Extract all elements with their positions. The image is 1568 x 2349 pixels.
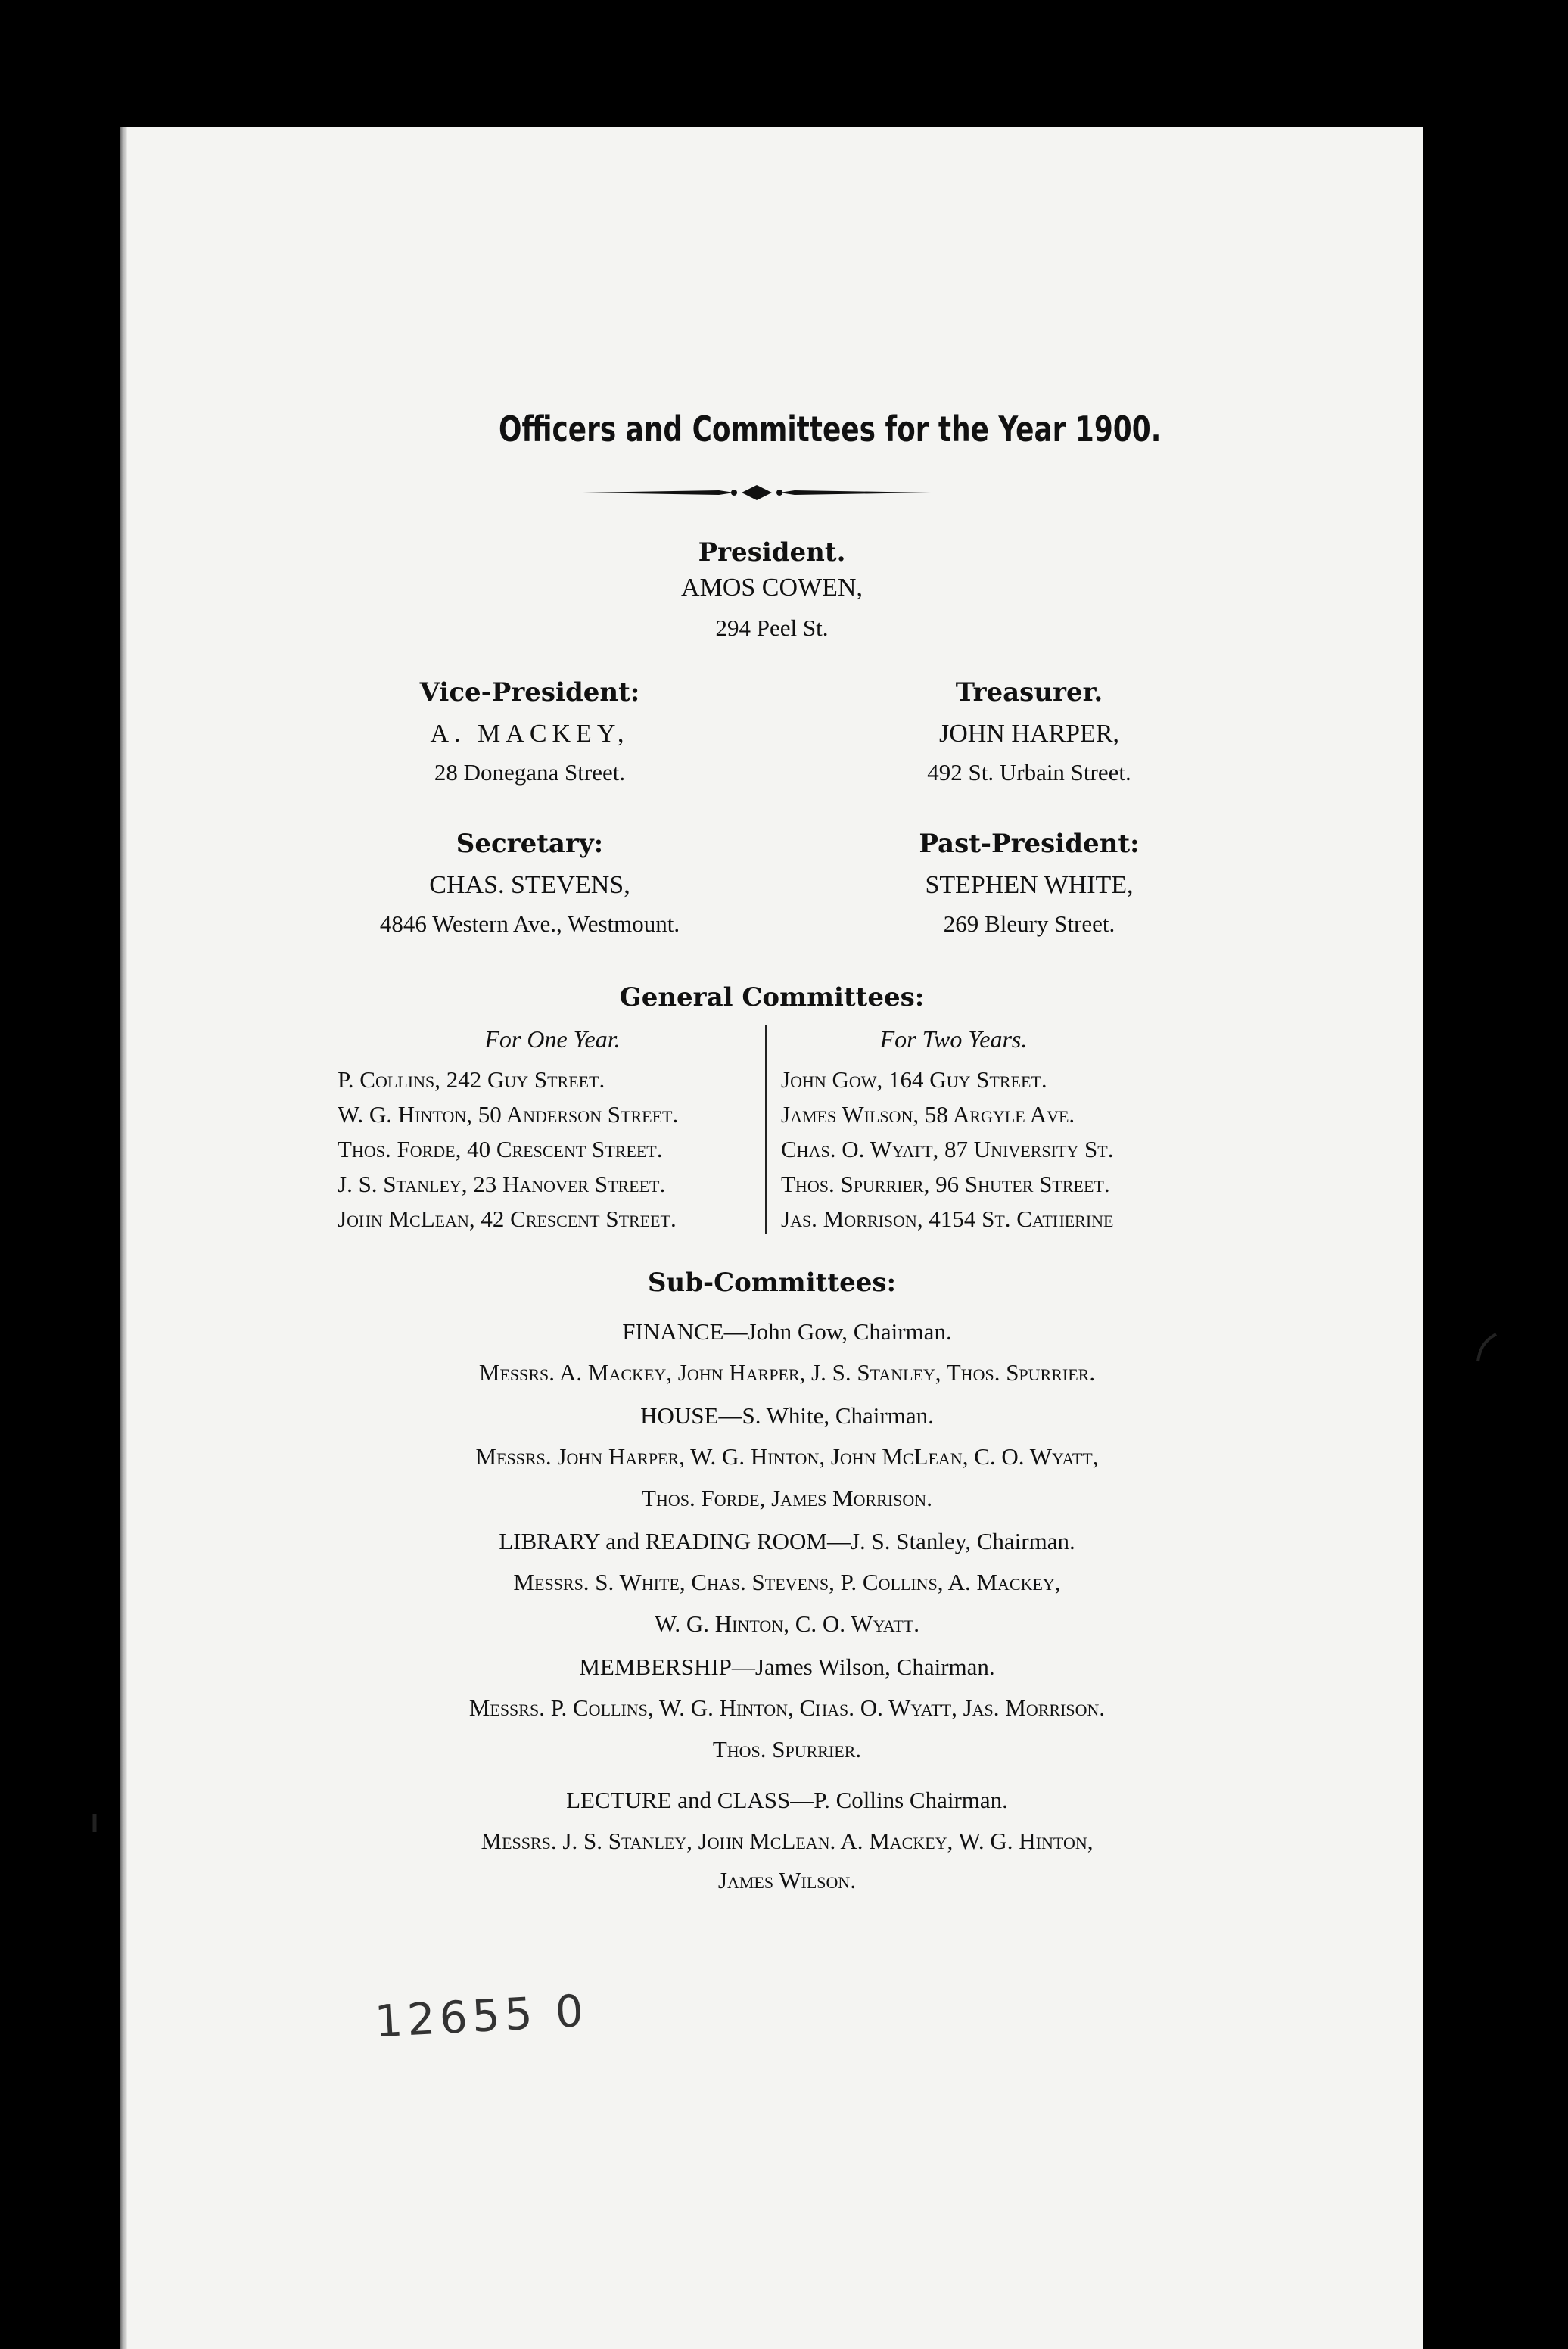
vice-president-name: A. MACKEY,: [430, 720, 630, 748]
list-item: Jas. Morrison, 4154 St. Catherine: [781, 1206, 1114, 1232]
sub-committees-list: [318, 1313, 1256, 1900]
one-year-members-list: [338, 1062, 758, 1237]
committee-column-divider: [765, 1025, 767, 1234]
list-item: W. G. Hinton, 50 Anderson Street.: [338, 1101, 679, 1128]
list-item: Thos. Forde, 40 Crescent Street.: [338, 1136, 663, 1162]
past-president-block: [855, 829, 1203, 938]
membership-members-line-1: Messrs. P. Collins, W. G. Hinton, Chas. O. Wyatt, Jas. Morrison.: [468, 1694, 1106, 1721]
two-years-members-list: [781, 1062, 1201, 1237]
list-item: John McLean, 42 Crescent Street.: [338, 1206, 677, 1232]
house-members-line-1: Messrs. John Harper, W. G. Hinton, John McLean, C. O. Wyatt,: [475, 1443, 1099, 1470]
page-title: Officers and Committees for the Year 1900.: [499, 409, 1162, 450]
scan-mark-right: [1472, 1328, 1502, 1366]
treasurer-name: JOHN HARPER,: [938, 720, 1120, 748]
list-item: J. S. Stanley, 23 Hanover Street.: [338, 1171, 666, 1197]
secretary-address: 4846 Western Ave., Westmount.: [379, 910, 680, 937]
vice-president-heading: Vice-President:: [419, 677, 640, 708]
two-years-label: For Two Years.: [879, 1025, 1028, 1053]
president-heading: President.: [698, 537, 846, 568]
list-item: Thos. Spurrier, 96 Shuter Street.: [781, 1171, 1110, 1197]
finance-committee-line: FINANCE—John Gow, Chairman.: [622, 1318, 952, 1345]
house-committee-line: HOUSE—S. White, Chairman.: [640, 1402, 934, 1429]
document-page: [120, 127, 1423, 2349]
lecture-committee-line: LECTURE and CLASS—P. Collins Chairman.: [566, 1787, 1008, 1813]
president-address: 294 Peel St.: [715, 614, 829, 641]
secretary-heading: Secretary:: [456, 829, 604, 859]
sub-committees-heading: Sub-Committees:: [647, 1268, 897, 1298]
page-spine-shadow: [120, 127, 127, 2349]
library-members-line-1: Messrs. S. White, Chas. Stevens, P. Collins, A. Mackey,: [513, 1569, 1061, 1595]
list-item: P. Collins, 242 Guy Street.: [338, 1066, 605, 1093]
handwritten-accession-number: 12655 0: [373, 1984, 590, 2048]
list-item: James Wilson, 58 Argyle Ave.: [781, 1101, 1075, 1128]
secretary-block: [318, 829, 742, 938]
general-committees-heading-wrap: [575, 982, 969, 1013]
membership-committee-line: MEMBERSHIP—James Wilson, Chairman.: [579, 1654, 995, 1680]
treasurer-address: 492 St. Urbain Street.: [927, 759, 1131, 786]
ornamental-rule: [583, 482, 931, 503]
president-name: AMOS COWEN,: [681, 574, 863, 602]
scan-mark-left: [89, 1812, 100, 1835]
treasurer-heading: Treasurer.: [955, 677, 1103, 708]
general-committees-heading: General Committees:: [619, 982, 925, 1013]
finance-members-line: Messrs. A. Mackey, John Harper, J. S. Stanley, Thos. Spurrier.: [478, 1359, 1096, 1386]
past-president-heading: Past-President:: [919, 829, 1140, 859]
past-president-address: 269 Bleury Street.: [943, 910, 1115, 937]
list-item: Chas. O. Wyatt, 87 University St.: [781, 1136, 1114, 1162]
lecture-members-line-1: Messrs. J. S. Stanley, John McLean. A. Mackey, W. G. Hinton,: [481, 1828, 1094, 1854]
list-item: John Gow, 164 Guy Street.: [781, 1066, 1047, 1093]
sub-committees-heading-wrap: [575, 1268, 969, 1298]
one-year-label: For One Year.: [484, 1025, 621, 1053]
past-president-name: STEPHEN WHITE,: [925, 871, 1134, 899]
title-wrap: [424, 409, 1162, 450]
library-members-line-2: W. G. Hinton, C. O. Wyatt.: [654, 1610, 919, 1637]
vice-president-block: [356, 677, 704, 786]
lecture-members-line-2: James Wilson.: [717, 1867, 857, 1893]
secretary-name: CHAS. STEVENS,: [429, 871, 630, 899]
president-block: [613, 537, 931, 642]
vice-president-address: 28 Donegana Street.: [434, 759, 626, 786]
library-committee-line: LIBRARY and READING ROOM—J. S. Stanley, Chairman.: [499, 1528, 1075, 1554]
membership-members-line-2: Thos. Spurrier.: [712, 1736, 862, 1763]
house-members-line-2: Thos. Forde, James Morrison.: [642, 1485, 932, 1511]
treasurer-block: [855, 677, 1203, 786]
